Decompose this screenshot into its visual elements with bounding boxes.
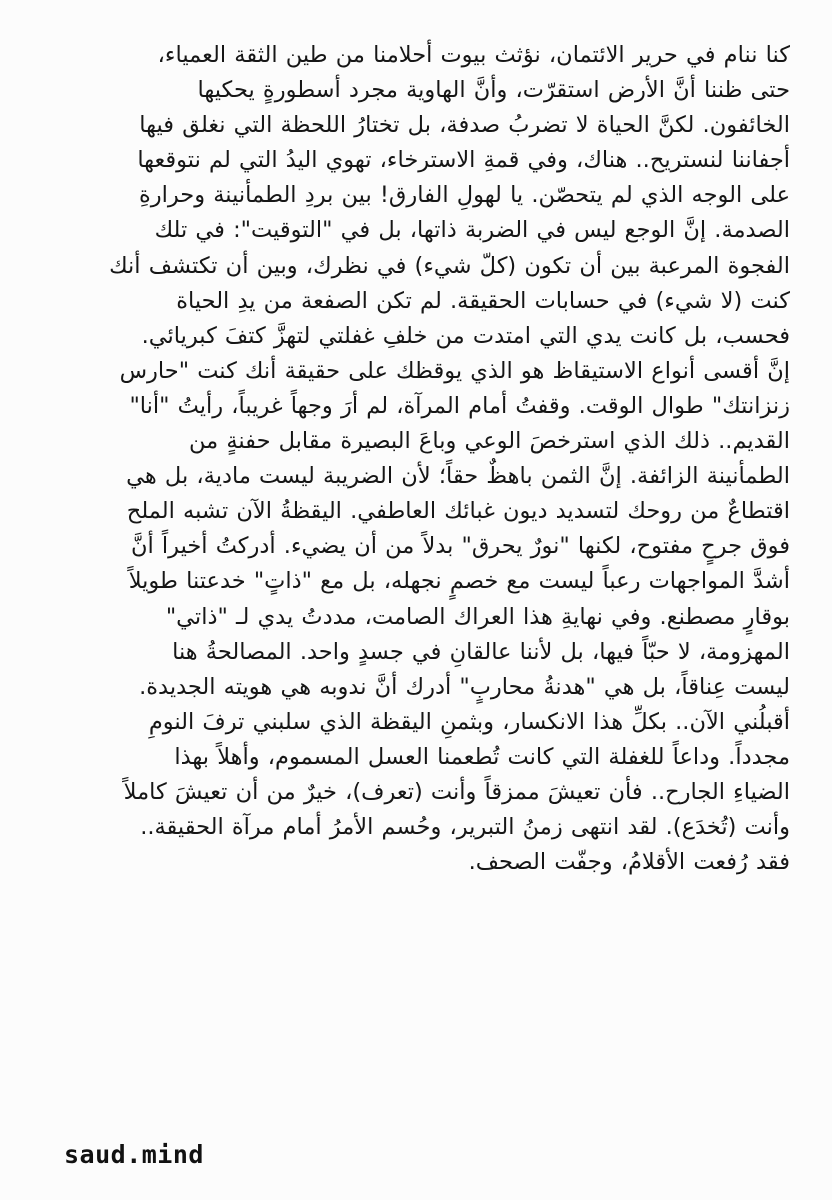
text-line: حتى ظننا أنَّ الأرض استقرّت، وأنَّ الهاوية مجرد أسطورةٍ يحكيها (197, 77, 790, 104)
text-line: الطمأنينة الزائفة. إنَّ الثمن باهظٌ حقاً؛ لأن الضريبة ليست مادية، بل هي (126, 463, 790, 490)
text-line: ليست عِناقاً، بل هي "هدنةُ محاربٍ" أدرك أنَّ ندوبه هي هويته الجديدة. (139, 673, 790, 700)
text-line: أجفاننا لنستريح.. هناك، وفي قمةِ الاسترخاء، تهوي اليدُ التي لم نتوقعها (137, 147, 790, 174)
text-line: على الوجه الذي لم يتحصّن. يا لهولِ الفارق! بين بردِ الطمأنينة وحرارةِ (138, 182, 790, 209)
text-line: فقد رُفعت الأقلامُ، وجفّت الصحف. (468, 849, 790, 876)
text-line: أقبلُني الآن.. بكلِّ هذا الانكسار، وبثمنِ اليقظة الذي سلبني ترفَ النومِ (148, 708, 790, 735)
text-line: المهزومة، لا حبّاً فيها، بل لأننا عالقانِ في جسدٍ واحد. المصالحةُ هنا (172, 638, 790, 665)
text-line: اقتطاعٌ من روحك لتسديد ديون غبائك العاطفي. اليقظةُ الآن تشبه الملح (126, 498, 790, 525)
text-line: كنا ننام في حرير الائتمان، نؤثث بيوت أحلامنا من طين الثقة العمياء، (157, 42, 790, 68)
essay-body (48, 38, 790, 880)
text-line: زنزانتك" طوال الوقت. وقفتُ أمام المرآة، لم أرَ وجهاً غريباً، رأيتُ "أنا" (129, 392, 790, 419)
text-line: الصدمة. إنَّ الوجع ليس في الضربة ذاتها، بل في "التوقيت": في تلك (154, 217, 790, 244)
author-signature: saud.mind (64, 1140, 204, 1169)
text-line: القديم.. ذلك الذي استرخصَ الوعي وباعَ البصيرة مقابل حفنةٍ من (189, 428, 790, 455)
text-line: مجدداً. وداعاً للغفلة التي كانت تُطعمنا العسل المسموم، وأهلاً بهذا (174, 743, 790, 770)
text-line: فوق جرحٍ مفتوح، لكنها "نورٌ يحرق" بدلاً من أن يضيء. أدركتُ أخيراً أنَّ (131, 533, 790, 560)
text-line: الفجوة المرعبة بين أن تكون (كلّ شيء) في نظرك، وبين أن تكتشف أنك (109, 252, 790, 279)
text-line: إنَّ أقسى أنواع الاستيقاظ هو الذي يوقظك على حقيقة أنك كنت "حارس (119, 357, 790, 384)
text-line: بوقارٍ مصطنع. وفي نهايةِ هذا العراك الصامت، مددتُ يدي لـ "ذاتي" (165, 603, 790, 630)
text-line: أشدَّ المواجهات رعباً ليست مع خصمٍ نجهله، بل مع "ذاتٍ" خدعتنا طويلاً (128, 568, 790, 595)
text-line: الضياءِ الجارح.. فأن تعيشَ ممزقاً وأنت (تعرف)، خيرٌ من أن تعيشَ كاملاً (123, 778, 790, 805)
text-line: كنت (لا شيء) في حسابات الحقيقة. لم تكن الصفعة من يدِ الحياة (176, 287, 790, 314)
text-line: فحسب، بل كانت يدي التي امتدت من خلفِ غفلتي لتهزَّ كتفَ كبريائي. (141, 322, 790, 349)
text-line: وأنت (تُخدَع). لقد انتهى زمنُ التبرير، وحُسم الأمرُ أمام مرآة الحقيقة.. (140, 814, 790, 841)
text-line: الخائفون. لكنَّ الحياة لا تضربُ صدفة، بل تختارُ اللحظة التي نغلق فيها (139, 112, 790, 139)
